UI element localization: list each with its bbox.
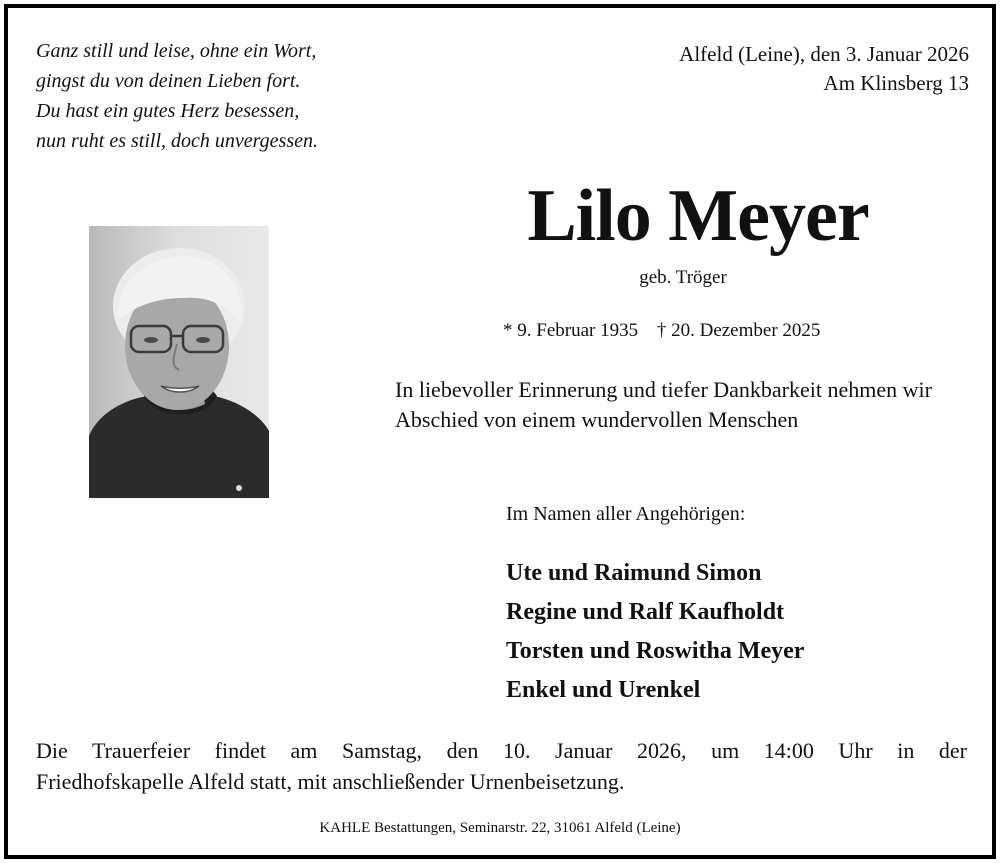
funeral-info-line: Die Trauerfeier findet am Samstag, den 10. Januar 2026, um 14:00 Uhr in der <box>36 738 967 763</box>
maiden-name: geb. Tröger <box>639 267 727 288</box>
address: Am Klinsberg 13 <box>823 71 969 95</box>
life-dates <box>503 320 903 342</box>
portrait-photo <box>89 226 269 498</box>
poem <box>36 36 376 156</box>
poem-line: Du hast ein gutes Herz besessen, <box>36 100 300 122</box>
mourner-name: Torsten und Roswitha Meyer <box>506 638 805 664</box>
place-date: Alfeld (Leine), den 3. Januar 2026 <box>679 42 969 66</box>
mourner-name: Regine und Ralf Kaufholdt <box>506 599 785 625</box>
funeral-info <box>36 735 967 797</box>
mourners-label: Im Namen aller Angehörigen: <box>506 503 746 525</box>
poem-line: gingst du von deinen Lieben fort. <box>36 70 301 92</box>
mourner-name: Ute und Raimund Simon <box>506 560 762 586</box>
deceased-name: Lilo Meyer <box>527 175 869 257</box>
death-date: † 20. Dezember 2025 <box>656 320 821 341</box>
poem-line: nun ruht es still, doch unvergessen. <box>36 130 319 152</box>
mourners-list <box>506 554 966 710</box>
obituary-notice <box>4 4 996 859</box>
farewell-message: In liebevoller Erinnerung und tiefer Dankbarkeit nehmen wir Abschied von einem wundervollen Menschen <box>395 377 932 432</box>
birth-date: * 9. Februar 1935 <box>503 320 639 341</box>
mourner-name: Enkel und Urenkel <box>506 677 701 703</box>
funeral-info-line: Friedhofskapelle Alfeld statt, mit anschließender Urnenbeisetzung. <box>36 769 625 794</box>
place-and-address <box>679 40 969 98</box>
undertaker-info: KAHLE Bestattungen, Seminarstr. 22, 31061 Alfeld (Leine) <box>319 820 681 836</box>
poem-line: Ganz still und leise, ohne ein Wort, <box>36 40 317 62</box>
